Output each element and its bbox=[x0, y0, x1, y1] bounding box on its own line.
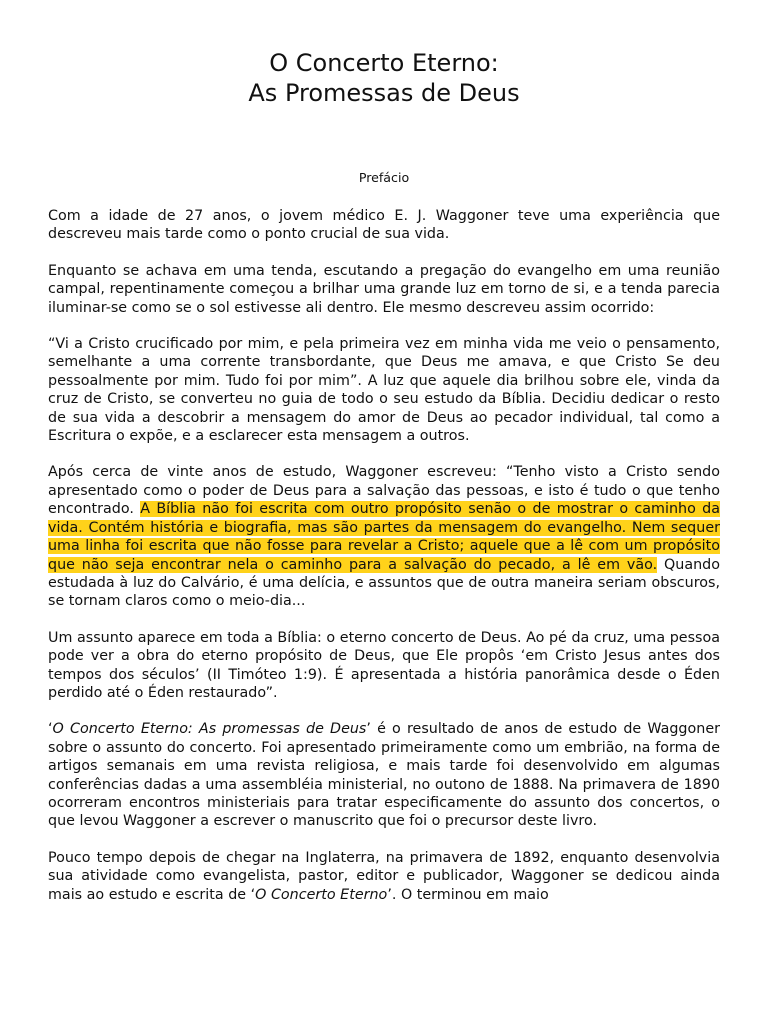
paragraph-7-end: ’. O terminou em maio bbox=[387, 886, 549, 903]
paragraph-4-end: Quando estudada à luz do Calvário, é uma delícia, e assuntos que de outra maneira seriam obscuros, se tornam claros como o meio-dia... bbox=[48, 556, 720, 610]
book-title-italic-short: O Concerto Eterno bbox=[255, 886, 388, 903]
document-title bbox=[48, 48, 720, 108]
paragraph-7 bbox=[48, 849, 720, 904]
paragraph-6-open-quote: ‘ bbox=[48, 721, 53, 738]
paragraph-7-start: Pouco tempo depois de chegar na Inglaterra, na primavera de 1892, enquanto desenvolvia sua atividade como evangelista, pastor, editor e publicador, Waggoner se dedicou ainda mais ao estudo e escrita de ‘ bbox=[48, 849, 720, 903]
paragraph-4 bbox=[48, 463, 720, 610]
highlighted-text: A Bíblia não foi escrita com outro propósito senão o de mostrar o caminho da vida. Contém história e biografia, mas são partes da mensagem do evangelho. Nem sequer uma linha foi escrita que não fosse para revelar a Cristo; aquele que a lê com um propósito que não seja encontrar nela o caminho para a salvação do pecado, a lê em vão. bbox=[48, 501, 721, 573]
paragraph-3-quote: “Vi a Cristo crucificado por mim, e pela primeira vez em minha vida me veio o pensamento, semelhante a uma corrente transbordante, que Deus me amava, e que Cristo Se deu pessoalmente por mim. Tudo foi por mim”. A luz que aquele dia brilhou sobre ele, vinda da cruz de Cristo, se converteu no guia de todo o seu estudo da Bíblia. Decidiu dedicar o resto de sua vida a descobrir a mensagem do amor de Deus ao pecador individual, tal como a Escritura o expõe, e a esclarecer esta mensagem a outros. bbox=[48, 336, 720, 445]
section-heading: Prefácio bbox=[358, 170, 410, 185]
paragraph-6 bbox=[48, 720, 720, 830]
paragraph-5: Um assunto aparece em toda a Bíblia: o eterno concerto de Deus. Ao pé da cruz, uma pessoa pode ver a obra do eterno propósito de Deus, que Ele propôs ‘em Cristo Jesus antes dos tempos dos séculos’ (II Timóteo 1:9). É apresentada a história panorâmica desde o Éden perdido até o Éden restaurado”. bbox=[48, 629, 720, 701]
paragraph-4-start: Após cerca de vinte anos de estudo, Waggoner escreveu: “Tenho visto a Cristo sendo apresentado como o poder de Deus para a salvação das pessoas, e isto é tudo o que tenho encontrado. bbox=[48, 464, 720, 518]
paragraph-1: Com a idade de 27 anos, o jovem médico E. J. Waggoner teve uma experiência que descreveu mais tarde como o ponto crucial de sua vida. bbox=[48, 208, 720, 243]
title-line-2: As Promessas de Deus bbox=[248, 79, 520, 107]
paragraph-6-rest: ’ é o resultado de anos de estudo de Waggoner sobre o assunto do concerto. Foi apresentado primeiramente como um embrião, na forma de artigos semanais em uma revista religiosa, e mais tarde foi desenvolvido em algumas conferências dadas a uma assembléia ministerial, no outono de 1888. Na primavera de 1890 ocorreram encontros ministeriais para tratar especificamente do assunto dos concertos, o que levou Waggoner a escrever o manuscrito que foi o precursor deste livro. bbox=[48, 721, 720, 830]
title-line-1: O Concerto Eterno: bbox=[269, 49, 499, 77]
book-title-italic: O Concerto Eterno: As promessas de Deus bbox=[52, 721, 367, 738]
paragraph-2: Enquanto se achava em uma tenda, escutando a pregação do evangelho em uma reunião campal, repentinamente começou a brilhar uma grande luz em torno de si, e a tenda parecia iluminar-se como se o sol estivesse ali dentro. Ele mesmo descreveu assim ocorrido: bbox=[48, 262, 720, 316]
